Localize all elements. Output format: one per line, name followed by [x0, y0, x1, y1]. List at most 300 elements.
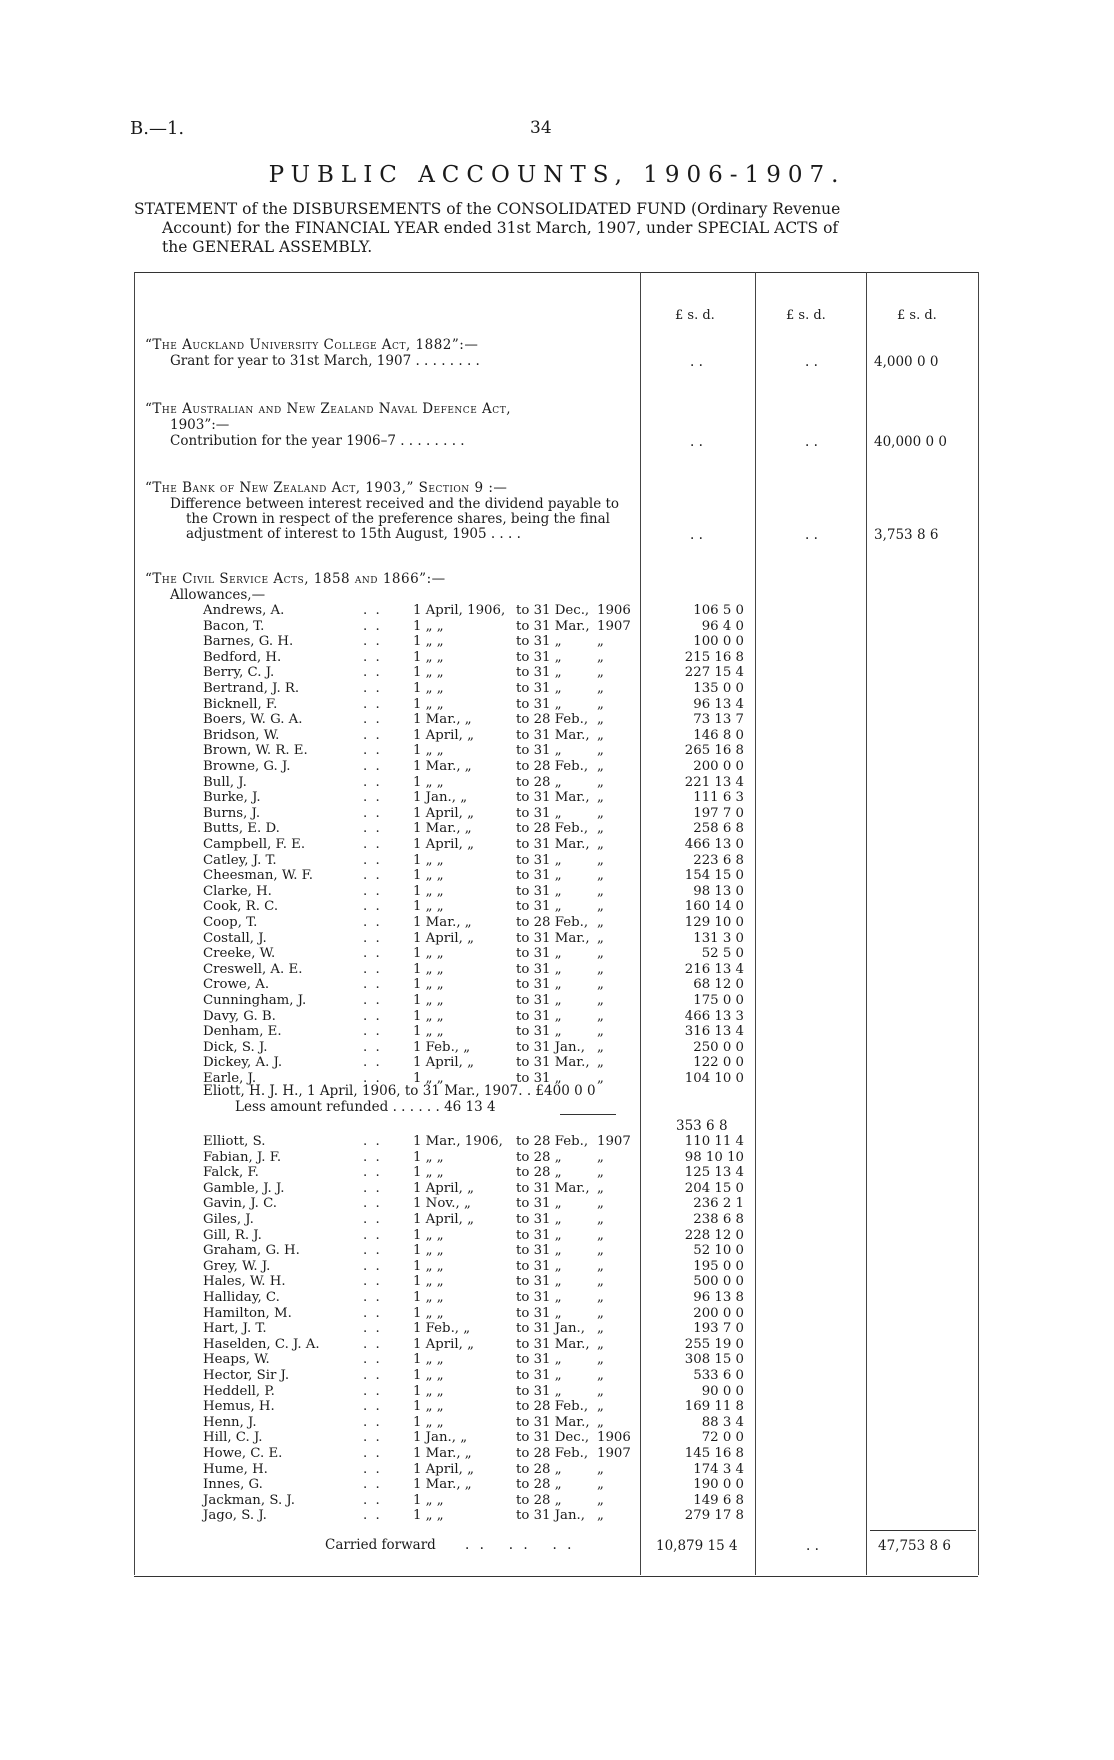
leader-dots: . . . . . .	[465, 1537, 575, 1553]
act-line: 1903”:—	[170, 417, 230, 433]
period-from: 1 „ „	[413, 1243, 444, 1259]
table-row	[0, 619, 1114, 634]
period-from: 1 „ „	[413, 1290, 444, 1305]
recipient-name: Cook, R. C.	[203, 899, 279, 915]
recipient-name: Gill, R. J.	[203, 1227, 262, 1243]
period-from: 1 April, „	[413, 837, 475, 852]
recipient-name: Hume, H.	[203, 1461, 268, 1477]
recipient-name: Andrews, A.	[203, 603, 285, 618]
leader-dots: . .	[363, 837, 382, 852]
leader-dots: . .	[363, 1134, 382, 1149]
period-from: 1 April, 1906,	[413, 603, 506, 618]
col1-value: . .	[690, 527, 703, 543]
recipient-name: Clarke, H.	[203, 883, 272, 899]
period-year: „	[597, 1165, 604, 1181]
allowance-amount: 316 13 4	[684, 1024, 744, 1040]
period-year: „	[597, 868, 604, 884]
period-to: to 31 „	[516, 1258, 562, 1274]
act-title: “The Australian and New Zealand Naval Defence Act,	[145, 401, 511, 417]
recipient-name: Hart, J. T.	[203, 1321, 267, 1337]
table-row	[0, 1181, 1114, 1196]
period-to: to 31 „	[516, 946, 562, 962]
allowance-amount: 68 12 0	[693, 977, 744, 993]
recipient-name: Innes, G.	[203, 1477, 263, 1493]
allowance-amount: 221 13 4	[684, 774, 744, 790]
allowance-amount: 72 0 0	[701, 1430, 744, 1446]
recipient-name: Crowe, A.	[203, 977, 270, 993]
recipient-name: Dick, S. J.	[203, 1039, 268, 1055]
period-to: to 28 Feb.,	[516, 915, 589, 930]
leader-dots: . .	[363, 603, 382, 618]
statement-heading-line: Account) for the FINANCIAL YEAR ended 31st March, 1907, under SPECIAL ACTS of	[162, 219, 839, 237]
leader-dots: . .	[363, 1508, 382, 1524]
recipient-name: Coop, T.	[203, 915, 258, 930]
period-from: 1 Jan., „	[413, 1430, 468, 1446]
allowance-amount: 200 0 0	[693, 759, 744, 774]
recipient-name: Jackman, S. J.	[203, 1492, 295, 1508]
leader-dots: . .	[363, 977, 382, 993]
table-row	[0, 868, 1114, 883]
allowance-amount: 149 6 8	[693, 1492, 744, 1508]
act-line: adjustment of interest to 15th August, 1905 . . . .	[186, 526, 521, 542]
recipient-name: Burns, J.	[203, 805, 261, 821]
table-row	[0, 775, 1114, 790]
table-row	[0, 1352, 1114, 1367]
period-from: 1 Feb., „	[413, 1039, 471, 1055]
leader-dots: . .	[363, 852, 382, 868]
table-row	[0, 650, 1114, 665]
period-year: „	[597, 774, 604, 790]
recipient-name: Haselden, C. J. A.	[203, 1336, 320, 1352]
period-from: 1 Feb., „	[413, 1321, 471, 1337]
period-to: to 31 Mar.,	[516, 1414, 590, 1430]
recipient-name: Elliott, S.	[203, 1134, 266, 1149]
period-from: 1 „ „	[413, 1024, 444, 1040]
recipient-name: Denham, E.	[203, 1024, 282, 1040]
period-from: 1 „ „	[413, 1352, 444, 1368]
act-line: the Crown in respect of the preference shares, being the final	[186, 511, 610, 527]
period-year: „	[597, 1461, 604, 1477]
period-year: „	[597, 1352, 604, 1368]
recipient-name: Hamilton, M.	[203, 1305, 292, 1321]
recipient-name: Boers, W. G. A.	[203, 712, 303, 728]
allowance-amount: 160 14 0	[684, 899, 744, 915]
allowance-amount: 98 10 10	[684, 1149, 744, 1165]
period-year: „	[597, 1039, 604, 1055]
period-from: 1 „ „	[413, 649, 444, 665]
table-row	[0, 946, 1114, 961]
table-row	[0, 1055, 1114, 1070]
recipient-name: Jago, S. J.	[203, 1508, 267, 1524]
leader-dots: . .	[363, 868, 382, 884]
recipient-name: Brown, W. R. E.	[203, 743, 308, 759]
col2-value: . .	[805, 434, 818, 450]
period-year: „	[597, 1196, 604, 1212]
allowance-amount: 154 15 0	[684, 868, 744, 884]
recipient-name: Creeke, W.	[203, 946, 276, 962]
recipient-name: Gamble, J. J.	[203, 1180, 285, 1196]
leader-dots: . .	[363, 774, 382, 790]
recipient-name: Halliday, C.	[203, 1290, 280, 1305]
period-year: „	[597, 1508, 604, 1524]
column-header: £ s. d.	[675, 308, 715, 323]
recipient-name: Campbell, F. E.	[203, 837, 306, 852]
table-row	[0, 853, 1114, 868]
period-to: to 28 Feb.,	[516, 759, 589, 774]
leader-dots: . .	[363, 1461, 382, 1477]
leader-dots: . .	[363, 1149, 382, 1165]
period-to: to 31 „	[516, 1352, 562, 1368]
leader-dots: . .	[363, 946, 382, 962]
period-from: 1 „ „	[413, 1508, 444, 1524]
leader-dots: . .	[363, 1352, 382, 1368]
col1-value: 353 6 8	[676, 1118, 728, 1134]
table-row	[0, 1040, 1114, 1055]
recipient-name: Heaps, W.	[203, 1352, 270, 1368]
col3-total: 47,753 8 6	[878, 1538, 951, 1554]
period-to: to 28 „	[516, 774, 562, 790]
period-from: 1 Jan., „	[413, 790, 468, 806]
period-from: 1 Mar., „	[413, 821, 472, 837]
recipient-name: Bicknell, F.	[203, 696, 278, 712]
recipient-name: Costall, J.	[203, 930, 267, 946]
allowance-amount: 135 0 0	[693, 681, 744, 696]
leader-dots: . .	[363, 712, 382, 728]
period-from: 1 „ „	[413, 1414, 444, 1430]
table-row	[0, 665, 1114, 680]
period-from: 1 „ „	[413, 634, 444, 650]
leader-dots: . .	[363, 805, 382, 821]
period-from: 1 „ „	[413, 1008, 444, 1024]
period-from: 1 „ „	[413, 1492, 444, 1508]
period-year: „	[597, 946, 604, 962]
subtotal-rule	[560, 1114, 616, 1115]
table-row	[0, 681, 1114, 696]
page-title: PUBLIC ACCOUNTS, 1906-1907.	[268, 162, 846, 188]
period-year: „	[597, 961, 604, 977]
period-to: to 31 „	[516, 1290, 562, 1305]
period-to: to 31 „	[516, 665, 562, 681]
table-row	[0, 1446, 1114, 1461]
period-from: 1 Nov., „	[413, 1196, 471, 1212]
table-row	[0, 993, 1114, 1008]
period-from: 1 Mar., 1906,	[413, 1134, 503, 1149]
allowance-amount: 73 13 7	[693, 712, 744, 728]
period-from: 1 „ „	[413, 868, 444, 884]
leader-dots: . .	[363, 1024, 382, 1040]
leader-dots: . .	[363, 1368, 382, 1383]
allowance-amount: 52 10 0	[693, 1243, 744, 1259]
allowance-amount: 466 13 3	[684, 1008, 744, 1024]
leader-dots: . .	[363, 1243, 382, 1259]
allowance-amount: 204 15 0	[684, 1180, 744, 1196]
table-row	[0, 1384, 1114, 1399]
period-to: to 31 „	[516, 649, 562, 665]
recipient-name: Grey, W. J.	[203, 1258, 271, 1274]
period-year: 1907	[597, 1446, 631, 1461]
allowance-amount: 308 15 0	[684, 1352, 744, 1368]
recipient-name: Catley, J. T.	[203, 852, 277, 868]
allowance-amount: 90 0 0	[701, 1383, 744, 1399]
period-to: to 28 Feb.,	[516, 1399, 589, 1415]
allowance-amount: 258 6 8	[693, 821, 744, 837]
period-year: „	[597, 1336, 604, 1352]
period-to: to 31 „	[516, 1368, 562, 1383]
period-year: „	[597, 1212, 604, 1227]
period-year: „	[597, 1414, 604, 1430]
period-from: 1 April, „	[413, 1180, 475, 1196]
allowance-amount: 125 13 4	[684, 1165, 744, 1181]
period-to: to 31 Jan.,	[516, 1321, 585, 1337]
allowance-amount: 169 11 8	[684, 1399, 744, 1415]
recipient-name: Heddell, P.	[203, 1383, 275, 1399]
period-to: to 31 „	[516, 993, 562, 1008]
document-reference: B.—1.	[130, 118, 185, 139]
recipient-name: Davy, G. B.	[203, 1008, 276, 1024]
period-to: to 31 „	[516, 1305, 562, 1321]
table-row	[0, 759, 1114, 774]
period-to: to 31 Dec.,	[516, 603, 590, 618]
allowance-amount: 228 12 0	[684, 1227, 744, 1243]
allowance-amount: 227 15 4	[684, 665, 744, 681]
recipient-name: Hales, W. H.	[203, 1274, 286, 1290]
leader-dots: . .	[363, 1008, 382, 1024]
period-from: 1 April, „	[413, 727, 475, 743]
period-from: 1 „ „	[413, 946, 444, 962]
recipient-name: Bertrand, J. R.	[203, 681, 300, 696]
column-header: £ s. d.	[897, 308, 937, 323]
leader-dots: . .	[363, 665, 382, 681]
leader-dots: . .	[363, 649, 382, 665]
act-line: Difference between interest received and the dividend payable to	[170, 496, 620, 512]
period-year: „	[597, 1024, 604, 1040]
period-year: „	[597, 837, 604, 852]
table-row	[0, 915, 1114, 930]
act-line: Grant for year to 31st March, 1907 . . . . . . . .	[170, 353, 480, 369]
period-from: 1 April, „	[413, 1461, 475, 1477]
period-to: to 31 „	[516, 1274, 562, 1290]
period-year: „	[597, 915, 604, 930]
table-row	[0, 1243, 1114, 1258]
period-to: to 28 Feb.,	[516, 821, 589, 837]
period-to: to 28 Feb.,	[516, 1446, 589, 1461]
recipient-name: Bridson, W.	[203, 727, 280, 743]
allowance-amount: 100 0 0	[693, 634, 744, 650]
eliott-refund-line: Less amount refunded . . . . . . 46 13 4	[235, 1099, 496, 1115]
period-from: 1 „ „	[413, 883, 444, 899]
act-title: “The Auckland University College Act, 1882”:—	[145, 337, 479, 353]
leader-dots: . .	[363, 1227, 382, 1243]
recipient-name: Howe, C. E.	[203, 1446, 283, 1461]
allowance-amount: 131 3 0	[693, 930, 744, 946]
allowance-amount: 96 13 4	[693, 696, 744, 712]
table-row	[0, 1165, 1114, 1180]
period-year: „	[597, 665, 604, 681]
period-year: „	[597, 1008, 604, 1024]
period-to: to 31 „	[516, 743, 562, 759]
allowance-amount: 174 3 4	[693, 1461, 744, 1477]
period-year: „	[597, 649, 604, 665]
table-row	[0, 634, 1114, 649]
allowance-amount: 111 6 3	[693, 790, 744, 806]
allowance-amount: 238 6 8	[693, 1212, 744, 1227]
period-from: 1 „ „	[413, 1258, 444, 1274]
period-year: „	[597, 993, 604, 1008]
leader-dots: . .	[363, 727, 382, 743]
recipient-name: Bacon, T.	[203, 618, 265, 634]
period-year: 1906	[597, 1430, 631, 1446]
table-row	[0, 697, 1114, 712]
leader-dots: . .	[363, 1414, 382, 1430]
period-year: „	[597, 1149, 604, 1165]
recipient-name: Berry, C. J.	[203, 665, 275, 681]
period-from: 1 Mar., „	[413, 712, 472, 728]
period-to: to 31 Mar.,	[516, 1055, 590, 1071]
leader-dots: . .	[363, 1305, 382, 1321]
period-from: 1 „ „	[413, 1149, 444, 1165]
period-to: to 31 „	[516, 805, 562, 821]
table-row	[0, 1337, 1114, 1352]
period-to: to 31 Mar.,	[516, 790, 590, 806]
period-year: „	[597, 1180, 604, 1196]
leader-dots: . .	[363, 696, 382, 712]
allowance-amount: 195 0 0	[693, 1258, 744, 1274]
recipient-name: Burke, J.	[203, 790, 261, 806]
leader-dots: . .	[363, 1477, 382, 1493]
eliott-line: Eliott, H. J. H., 1 April, 1906, to 31 Mar., 1907. . £400 0 0	[203, 1083, 596, 1099]
leader-dots: . .	[363, 915, 382, 930]
period-to: to 31 Mar.,	[516, 837, 590, 852]
col1-total: 10,879 15 4	[656, 1538, 738, 1554]
leader-dots: . .	[363, 1399, 382, 1415]
allowance-amount: 175 0 0	[693, 993, 744, 1008]
col1-value: . .	[690, 434, 703, 450]
period-year: „	[597, 1368, 604, 1383]
act-line: Contribution for the year 1906–7 . . . . . . . .	[170, 433, 465, 449]
leader-dots: . .	[363, 1492, 382, 1508]
period-year: „	[597, 1492, 604, 1508]
table-row	[0, 837, 1114, 852]
recipient-name: Cheesman, W. F.	[203, 868, 314, 884]
leader-dots: . .	[363, 1212, 382, 1227]
recipient-name: Graham, G. H.	[203, 1243, 300, 1259]
period-year: „	[597, 1290, 604, 1305]
table-row	[0, 1368, 1114, 1383]
period-to: to 31 Jan.,	[516, 1508, 585, 1524]
leader-dots: . .	[363, 1274, 382, 1290]
table-row	[0, 1150, 1114, 1165]
table-row	[0, 1212, 1114, 1227]
allowance-amount: 129 10 0	[684, 915, 744, 930]
recipient-name: Browne, G. J.	[203, 759, 291, 774]
leader-dots: . .	[363, 1258, 382, 1274]
leader-dots: . .	[363, 1071, 382, 1086]
allowance-amount: 104 10 0	[684, 1071, 744, 1086]
table-row	[0, 1259, 1114, 1274]
period-year: „	[597, 634, 604, 650]
table-row	[0, 1508, 1114, 1523]
table-top-rule	[134, 272, 978, 273]
table-row	[0, 712, 1114, 727]
period-to: to 31 „	[516, 634, 562, 650]
table-row	[0, 977, 1114, 992]
period-to: to 31 „	[516, 1008, 562, 1024]
period-to: to 31 „	[516, 1024, 562, 1040]
allowance-amount: 265 16 8	[684, 743, 744, 759]
period-to: to 31 „	[516, 1227, 562, 1243]
period-from: 1 „ „	[413, 665, 444, 681]
allowance-amount: 500 0 0	[693, 1274, 744, 1290]
table-row	[0, 931, 1114, 946]
leader-dots: . .	[363, 1165, 382, 1181]
period-year: „	[597, 899, 604, 915]
recipient-name: Bull, J.	[203, 774, 247, 790]
table-row	[0, 1430, 1114, 1445]
allowance-amount: 279 17 8	[684, 1508, 744, 1524]
period-to: to 28 „	[516, 1492, 562, 1508]
leader-dots: . .	[363, 1446, 382, 1461]
allowance-amount: 200 0 0	[693, 1305, 744, 1321]
leader-dots: . .	[363, 759, 382, 774]
allowance-amount: 88 3 4	[701, 1414, 744, 1430]
allowance-amount: 98 13 0	[693, 883, 744, 899]
leader-dots: . .	[363, 961, 382, 977]
period-from: 1 „ „	[413, 743, 444, 759]
period-from: 1 „ „	[413, 1274, 444, 1290]
period-to: to 31 Jan.,	[516, 1039, 585, 1055]
allowance-amount: 96 13 8	[693, 1290, 744, 1305]
period-from: 1 „ „	[413, 961, 444, 977]
period-year: „	[597, 790, 604, 806]
allowance-amount: 255 19 0	[684, 1336, 744, 1352]
table-row	[0, 743, 1114, 758]
period-to: to 28 „	[516, 1165, 562, 1181]
period-from: 1 April, „	[413, 1336, 475, 1352]
allowance-amount: 466 13 0	[684, 837, 744, 852]
period-to: to 28 „	[516, 1149, 562, 1165]
period-to: to 31 Mar.,	[516, 1180, 590, 1196]
table-row	[0, 1228, 1114, 1243]
allowance-amount: 250 0 0	[693, 1039, 744, 1055]
period-to: to 28 Feb.,	[516, 1134, 589, 1149]
period-from: 1 „ „	[413, 1399, 444, 1415]
col2-value: . .	[805, 527, 818, 543]
col2-total: . .	[806, 1538, 819, 1554]
table-row	[0, 790, 1114, 805]
period-year: „	[597, 727, 604, 743]
col3-value: 40,000 0 0	[874, 434, 947, 450]
leader-dots: . .	[363, 1321, 382, 1337]
leader-dots: . .	[363, 634, 382, 650]
period-year: „	[597, 1071, 604, 1086]
period-from: 1 „ „	[413, 681, 444, 696]
table-row	[0, 1274, 1114, 1289]
col2-value: . .	[805, 354, 818, 370]
period-from: 1 „ „	[413, 618, 444, 634]
period-from: 1 April, „	[413, 930, 475, 946]
table-row	[0, 1134, 1114, 1149]
period-to: to 31 „	[516, 899, 562, 915]
table-row	[0, 1321, 1114, 1336]
period-to: to 31 „	[516, 961, 562, 977]
allowance-amount: 106 5 0	[693, 603, 744, 618]
period-to: to 31 „	[516, 852, 562, 868]
leader-dots: . .	[363, 681, 382, 696]
table-bottom-rule	[134, 1576, 978, 1577]
period-year: „	[597, 743, 604, 759]
table-row	[0, 603, 1114, 618]
period-year: „	[597, 759, 604, 774]
